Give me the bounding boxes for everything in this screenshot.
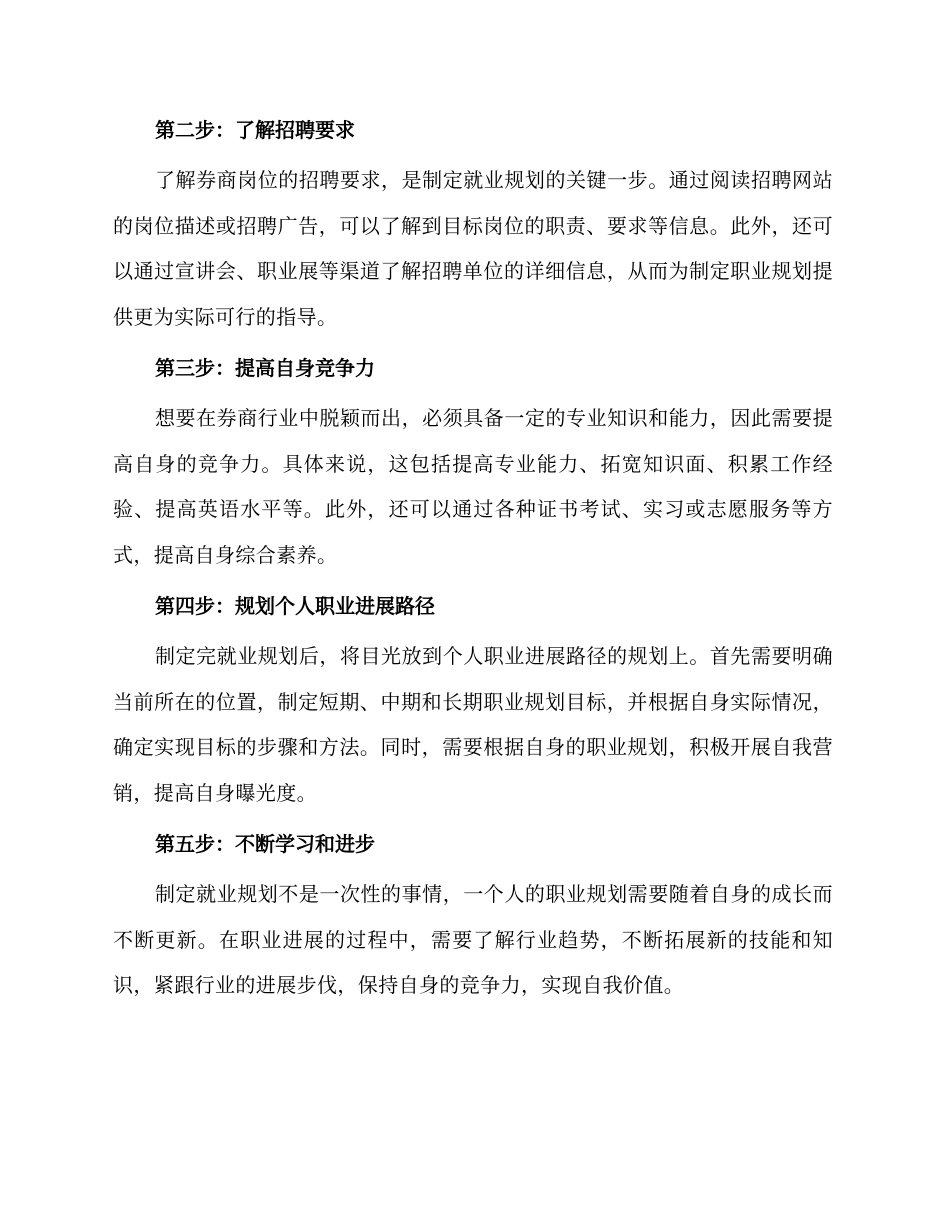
section-body-step-3: 想要在券商行业中脱颖而出，必须具备一定的专业知识和能力，因此需要提高自身的竞争力。具体来说，这包括提高专业能力、拓宽知识面、积累工作经验、提高英语水平等。此外，还可以通过各种证书考试、实习或志愿服务等方式，提高自身综合素养。: [113, 406, 833, 567]
document-content: [113, 108, 833, 1015]
section-body-step-5: 制定就业规划不是一次性的事情，一个人的职业规划需要随着自身的成长而不断更新。在职业进展的过程中，需要了解行业趋势，不断拓展新的技能和知识，紧跟行业的进展步伐，保持自身的竞争力，实现自我价值。: [113, 882, 833, 997]
section-heading-step-2: 第二步：了解招聘要求: [155, 118, 355, 142]
section-body-step-2: 了解券商岗位的招聘要求，是制定就业规划的关键一步。通过阅读招聘网站的岗位描述或招聘广告，可以了解到目标岗位的职责、要求等信息。此外，还可以通过宣讲会、职业展等渠道了解招聘单位的详细信息，从而为制定职业规划提供更为实际可行的指导。: [113, 168, 833, 329]
section-heading-step-3: 第三步：提高自身竞争力: [155, 356, 375, 380]
section-body-step-4: 制定完就业规划后，将目光放到个人职业进展路径的规划上。首先需要明确当前所在的位置，制定短期、中期和长期职业规划目标，并根据自身实际情况，确定实现目标的步骤和方法。同时，需要根据自身的职业规划，积极开展自我营销，提高自身曝光度。: [113, 644, 833, 805]
section-heading-step-5: 第五步：不断学习和进步: [155, 832, 375, 856]
section-heading-step-4: 第四步：规划个人职业进展路径: [155, 594, 435, 618]
